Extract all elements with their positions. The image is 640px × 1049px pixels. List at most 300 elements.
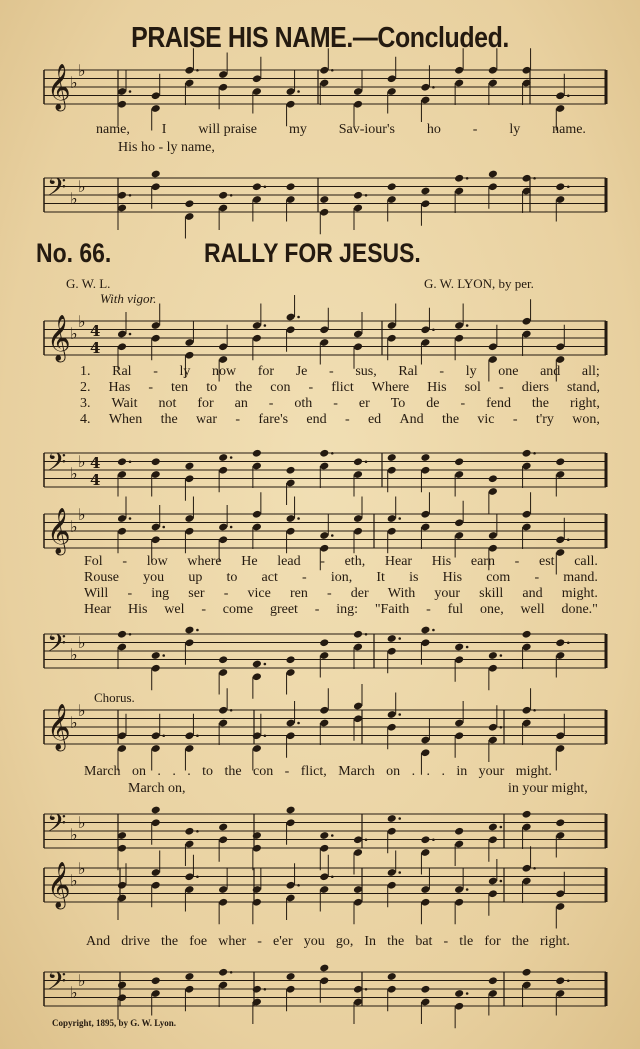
dot [365, 988, 368, 991]
flat-icon: ♭ [70, 73, 78, 92]
page-title: PRAISE HIS NAME.—Concluded. [131, 22, 509, 54]
copyright-notice: Copyright, 1895, by G. W. Lyon. [52, 1018, 177, 1028]
dot [230, 526, 233, 529]
lyric-word: sus, [355, 364, 377, 379]
note-head [252, 182, 262, 191]
lyric-word: not [158, 396, 177, 411]
flat-icon: ♭ [70, 825, 78, 844]
note-head [286, 466, 296, 475]
note-head [555, 182, 565, 191]
note-head [387, 972, 397, 981]
dot [129, 460, 132, 463]
note-head [353, 457, 363, 466]
flat-icon: ♭ [78, 61, 86, 80]
dot [264, 734, 267, 737]
lyric-word: fend [486, 396, 511, 411]
note-head [319, 964, 329, 973]
lyric-word: And [86, 934, 111, 949]
note-head [488, 474, 498, 483]
dot [264, 663, 267, 666]
lyric-word: vic [477, 412, 495, 427]
lyric-word: call. [574, 554, 598, 569]
lyric-word: flict [331, 380, 354, 395]
note-head [252, 449, 262, 458]
lyric-word: - [268, 396, 274, 411]
lyric-word: . [187, 764, 191, 779]
dot [533, 867, 536, 870]
lyric-word: It [376, 570, 385, 585]
lyric-word: right. [539, 934, 570, 949]
note-head [420, 985, 430, 994]
lyric-word: and [540, 364, 561, 379]
dot [398, 817, 401, 820]
verse-line [84, 586, 598, 602]
dot [297, 722, 300, 725]
flat-icon: ♭ [70, 871, 78, 890]
note-head [319, 638, 329, 647]
dot [297, 884, 300, 887]
lyric-word: er [358, 396, 370, 411]
dot [162, 654, 165, 657]
note-head [555, 818, 565, 827]
note-head [218, 655, 228, 664]
lyric-word: 2. [80, 380, 91, 395]
lyric-word: eth, [344, 554, 366, 569]
note-head [252, 831, 262, 840]
dot [264, 988, 267, 991]
lyric-word: Has [108, 380, 131, 395]
lyric-word: de [426, 396, 440, 411]
lyric-word: ren [289, 586, 308, 601]
lyric-word: "Faith [374, 602, 410, 617]
hymn-title: RALLY FOR JESUS. [204, 238, 421, 268]
lyric-word: bat [415, 934, 433, 949]
dot [567, 538, 570, 541]
lyric-word: ly [179, 364, 191, 379]
dot [196, 734, 199, 737]
lyric-word: your [478, 764, 505, 779]
note-head [555, 638, 565, 647]
lyric-word: you [303, 934, 325, 949]
dot [230, 971, 233, 974]
dot [365, 633, 368, 636]
lyric-word: will praise [198, 122, 258, 137]
note-head [184, 972, 194, 981]
lyric-word: Hear [384, 554, 413, 569]
dot [331, 452, 334, 455]
dot [331, 875, 334, 878]
note-head [117, 981, 127, 990]
note-head [488, 651, 498, 660]
note-head [218, 191, 228, 200]
lyric-word: the [235, 380, 253, 395]
verse-line [84, 570, 598, 586]
verses-block-1 [80, 364, 600, 428]
note-head [488, 823, 498, 832]
lyric-word: the [160, 412, 178, 427]
dot [196, 629, 199, 632]
note-head [420, 453, 430, 462]
flat-icon: ♭ [78, 452, 86, 471]
dot [196, 69, 199, 72]
lyric-word: Ral [112, 364, 132, 379]
verse-line [84, 554, 598, 570]
lyric-word: March [338, 764, 375, 779]
note-head [454, 827, 464, 836]
lyric-word: - [534, 570, 540, 585]
note-head [252, 985, 262, 994]
treble-clef-icon: 𝄞 [47, 64, 71, 110]
note-head [488, 170, 498, 179]
note-head [184, 827, 194, 836]
dot [365, 194, 368, 197]
lyric-word: In [364, 934, 377, 949]
lyric-word: - [443, 934, 449, 949]
note-head [151, 976, 161, 985]
lyric-word: . [426, 764, 431, 779]
flat-icon: ♭ [70, 713, 78, 732]
lyric-word: diers [521, 380, 549, 395]
lyric-word: I [161, 122, 167, 137]
lyric-word: the [224, 764, 242, 779]
dot [466, 324, 469, 327]
dot [466, 888, 469, 891]
lyric-word: low [146, 554, 168, 569]
lyric-word: earn [470, 554, 495, 569]
lyric-word: in [456, 764, 468, 779]
dot [264, 185, 267, 188]
lyric-word: ly [465, 364, 477, 379]
time-signature: 4 [90, 471, 101, 489]
lyric-word: ful [447, 602, 464, 617]
dot [432, 86, 435, 89]
flat-icon: ♭ [70, 464, 78, 483]
lyric-word: to [202, 764, 214, 779]
lyric-word: . [441, 764, 445, 779]
note-head [488, 976, 498, 985]
dot [567, 979, 570, 982]
lyric-word: the [441, 412, 460, 427]
dot [500, 654, 503, 657]
lyric-word: greet [269, 602, 298, 617]
lyric-word: go, [335, 934, 354, 949]
bass-clef-icon: 𝄢 [47, 448, 67, 483]
note-head [117, 630, 127, 639]
verse-line [80, 364, 600, 380]
flat-icon: ♭ [70, 189, 78, 208]
note-head [151, 806, 161, 815]
lyric-word: well [520, 602, 545, 617]
lyric-word: name, [96, 122, 130, 137]
lyric-word: His [442, 570, 463, 585]
verse-line [80, 380, 600, 396]
dot [331, 834, 334, 837]
lyric-word: Rouse [84, 570, 119, 585]
time-signature: 4 [90, 454, 101, 472]
lyric-word: - [308, 380, 314, 395]
dot [500, 826, 503, 829]
lyric-word: you [143, 570, 165, 585]
lyric-word: con [270, 380, 291, 395]
note-head [184, 199, 194, 208]
lyric-word: His [431, 554, 452, 569]
dot [398, 637, 401, 640]
dot [196, 830, 199, 833]
dot [567, 641, 570, 644]
lyric-word: . [411, 764, 416, 779]
note-head [454, 643, 464, 652]
bass-clef-icon: 𝄢 [47, 173, 67, 208]
lyric-word: ing [151, 586, 170, 601]
lyric-word: ser [188, 586, 205, 601]
dot [230, 456, 233, 459]
lyric-word: to [206, 380, 218, 395]
lyric-word: oth [294, 396, 313, 411]
lyric-word: Will [84, 586, 109, 601]
flat-icon: ♭ [78, 971, 86, 990]
lyric-word: mand. [563, 570, 598, 585]
dot [432, 629, 435, 632]
lyric-word: com [486, 570, 511, 585]
note-head [454, 174, 464, 183]
lyric-word: Ral [398, 364, 418, 379]
lyric-word: - [344, 412, 350, 427]
lyric-word: 1. [80, 364, 91, 379]
lyric-word: end [306, 412, 327, 427]
dot [331, 534, 334, 537]
dot [196, 875, 199, 878]
lyric-word: drive [121, 934, 150, 949]
lyric-word: vice [247, 586, 271, 601]
lyric-word: 4. [80, 412, 91, 427]
note-head [184, 626, 194, 635]
dot [129, 90, 132, 93]
dot [331, 69, 334, 72]
lyric-word: March [84, 764, 121, 779]
lyric-word: e'er [273, 934, 293, 949]
lyric-word: an [234, 396, 248, 411]
treble-clef-icon: 𝄞 [47, 315, 71, 361]
lyric-word: come [222, 602, 254, 617]
lyric-word: When [108, 412, 143, 427]
lyric-word: skill [479, 586, 504, 601]
music-credit: G. W. LYON, by per. [424, 276, 534, 291]
time-signature: 4 [90, 322, 101, 340]
lyric-word: - [314, 602, 320, 617]
note-head [218, 453, 228, 462]
note-head [522, 630, 532, 639]
note-head [319, 831, 329, 840]
note-head [420, 835, 430, 844]
lyric-word: fare's [258, 412, 289, 427]
lyric-word: His [128, 602, 148, 617]
lyric-word: ly [509, 122, 521, 137]
lyric-word: tle [459, 934, 474, 949]
flat-icon: ♭ [78, 312, 86, 331]
lyric-word: ion, [330, 570, 353, 585]
dot [129, 633, 132, 636]
lyric-word: all; [581, 364, 600, 379]
note-head [387, 453, 397, 462]
lyric-word: - [148, 380, 154, 395]
dot [466, 646, 469, 649]
note-head [420, 626, 430, 635]
lyric-word: wher [218, 934, 247, 949]
note-head [286, 972, 296, 981]
flat-icon: ♭ [70, 983, 78, 1002]
lyric-word: ed [367, 412, 382, 427]
dot [533, 709, 536, 712]
verse-line [80, 396, 600, 412]
dot [533, 452, 536, 455]
flat-icon: ♭ [78, 859, 86, 878]
lyric-word: - [512, 412, 518, 427]
lyric-word: - [514, 554, 520, 569]
note-head [454, 989, 464, 998]
lyric-word: won, [572, 412, 600, 427]
dot [365, 460, 368, 463]
dot [297, 90, 300, 93]
dot [365, 838, 368, 841]
lyric-word: ten [171, 380, 189, 395]
lyric-word: - [320, 554, 325, 569]
lyric-word: lead [277, 554, 301, 569]
dot [533, 177, 536, 180]
flat-icon: ♭ [78, 633, 86, 652]
lyric-word: With [387, 586, 416, 601]
lyric-word: Hear [84, 602, 112, 617]
lyric-word: - [235, 412, 241, 427]
dot [567, 185, 570, 188]
note-head [387, 182, 397, 191]
verse-line [84, 602, 598, 618]
lyric-word: - [257, 934, 262, 949]
note-head [353, 630, 363, 639]
dot [129, 517, 132, 520]
verse-line [80, 412, 600, 428]
note-head [286, 806, 296, 815]
flat-icon: ♭ [78, 505, 86, 524]
lyric-word: sol [464, 380, 481, 395]
lyric-word: the [531, 396, 550, 411]
note-head [286, 182, 296, 191]
dot [162, 734, 165, 737]
dot [398, 713, 401, 716]
dot [466, 992, 469, 995]
dot [466, 177, 469, 180]
lyric-word: wel [164, 602, 185, 617]
lyric-word: done." [561, 602, 598, 617]
lyric-word: - [302, 570, 307, 585]
dot [230, 709, 233, 712]
note-head [387, 634, 397, 643]
dot [398, 517, 401, 520]
lyric-word: the [387, 934, 405, 949]
note-head [387, 814, 397, 823]
verses-block-2 [84, 554, 598, 618]
lyric-word: - [498, 380, 504, 395]
lyric-word: Je [295, 364, 308, 379]
lyric-word: now [212, 364, 237, 379]
note-head [555, 976, 565, 985]
lyric-word: Sav-iour's [338, 122, 395, 137]
lyric-word: - [201, 602, 206, 617]
note-head [151, 651, 161, 660]
lyric-word: est [538, 554, 555, 569]
lyric-word: for [257, 364, 275, 379]
chorus-line2 [86, 934, 570, 950]
chorus-line1 [84, 764, 552, 780]
note-head [454, 457, 464, 466]
note-head [218, 968, 228, 977]
lyric-word: ing: [336, 602, 358, 617]
lyric-word: where [187, 554, 222, 569]
note-head [252, 660, 262, 669]
bass-clef-icon: 𝄢 [47, 629, 67, 664]
lyric-word: His [427, 380, 447, 395]
lyric-word: - [333, 396, 338, 411]
dot [230, 194, 233, 197]
lyric-word: act [261, 570, 278, 585]
flat-icon: ♭ [78, 177, 86, 196]
words-credit: G. W. L. [66, 276, 111, 291]
lyric-word: for [197, 396, 214, 411]
lyric-word: He [241, 554, 258, 569]
prev-lyric-line2: His ho - ly name, [118, 140, 215, 155]
lyric-word: - [122, 554, 128, 569]
lyric-word: might. [515, 764, 552, 779]
dot [129, 194, 132, 197]
lyric-word: and [522, 586, 543, 601]
note-head [319, 195, 329, 204]
lyric-word: - [439, 364, 445, 379]
lyric-word: one, [479, 602, 504, 617]
treble-clef-icon: 𝄞 [47, 862, 71, 908]
lyric-word: con [253, 764, 274, 779]
lyric-word: flict, [300, 764, 327, 779]
note-head [420, 187, 430, 196]
chorus-bass-lyric-1: March on, [128, 781, 186, 796]
lyric-word: 3. [80, 396, 91, 411]
treble-clef-icon: 𝄞 [47, 704, 71, 750]
lyric-word: is [409, 570, 419, 585]
dot [297, 316, 300, 319]
lyric-word: ho [426, 122, 441, 137]
dot [398, 871, 401, 874]
lyric-word: der [350, 586, 369, 601]
lyric-word: - [329, 364, 334, 379]
tempo-marking: With vigor. [100, 291, 157, 306]
lyric-word: Fol [84, 554, 103, 569]
lyric-word: t'ry [535, 412, 554, 427]
hymn-number: No. 66. [36, 238, 112, 268]
lyric-word: - [472, 122, 478, 137]
dot [432, 838, 435, 841]
flat-icon: ♭ [78, 813, 86, 832]
lyric-word: And [399, 412, 424, 427]
dot [500, 880, 503, 883]
lyric-word: - [460, 396, 466, 411]
lyric-word: To [390, 396, 406, 411]
lyric-word: up [188, 570, 203, 585]
dot [297, 517, 300, 520]
lyric-word: my [288, 122, 307, 137]
lyric-word: on [131, 764, 146, 779]
flat-icon: ♭ [70, 645, 78, 664]
prev-lyric-line1 [96, 122, 586, 138]
lyric-word: - [153, 364, 158, 379]
lyric-word: for [484, 934, 501, 949]
